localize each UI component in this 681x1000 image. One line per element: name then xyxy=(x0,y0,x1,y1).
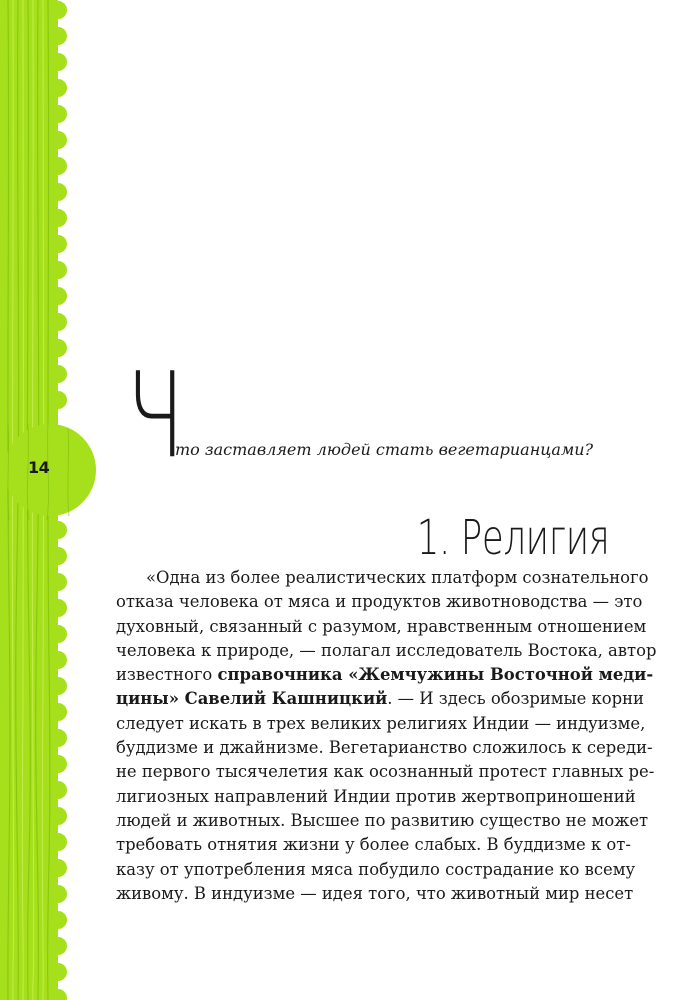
body-line xyxy=(116,590,643,614)
page-number: 14 xyxy=(28,458,50,477)
body-line-text xyxy=(116,665,653,684)
chapter-subtitle: то заставляет людей стать вегетарианцами? xyxy=(175,440,594,459)
body-text-regular: . — И здесь обозримые корни xyxy=(387,689,644,709)
body-line xyxy=(116,687,644,711)
body-line xyxy=(116,858,636,882)
body-line-text xyxy=(116,641,656,660)
section-heading: 1. Религия xyxy=(416,510,609,566)
body-text-regular: следует искать в трех великих религиях Индии — индуизме, xyxy=(116,713,646,733)
body-line xyxy=(116,566,649,590)
body-line xyxy=(116,760,655,784)
body-line-text xyxy=(146,568,648,587)
body-text-regular: живому. В индуизме — идея того, что животный мир несет xyxy=(116,883,634,903)
body-line xyxy=(116,663,654,687)
body-text-regular: духовный, связанный с разумом, нравственным отношением xyxy=(116,616,647,636)
body-line-text xyxy=(116,714,645,733)
body-line xyxy=(116,736,653,760)
body-line xyxy=(116,639,657,663)
body-line-text xyxy=(116,860,635,879)
drop-cap: Ч xyxy=(126,346,185,484)
body-text-regular: известного xyxy=(116,665,218,685)
body-text xyxy=(116,566,657,906)
body-line-text xyxy=(116,738,653,757)
body-text-regular: людей и животных. Высшее по развитию существо не может xyxy=(116,810,649,830)
body-line xyxy=(116,615,647,639)
body-line-text xyxy=(116,787,636,806)
body-text-regular: не первого тысячелетия как осознанный протест главных ре- xyxy=(116,762,655,782)
body-text-bold: цины» Савелий Кашницкий xyxy=(116,689,388,709)
body-line xyxy=(116,785,636,809)
body-text-regular: требовать отнятия жизни у более слабых. В буддизме к от- xyxy=(116,835,631,855)
body-text-bold: справочника «Жемчужины Восточной меди- xyxy=(217,665,654,685)
body-text-regular: «Одна из более реалистических платформ сознательного xyxy=(146,568,649,587)
body-text-regular: лигиозных направлений Индии против жертвоприношений xyxy=(116,786,636,806)
body-line-text xyxy=(116,884,633,903)
body-line-text xyxy=(116,835,631,854)
body-text-regular: буддизме и джайнизме. Вегетарианство сложилось к середи- xyxy=(116,738,653,758)
body-text-regular: отказа человека от мяса и продуктов животноводства — это xyxy=(116,592,643,612)
body-line xyxy=(116,833,631,857)
body-text-regular: человека к природе, — полагал исследователь Востока, автор xyxy=(116,640,657,660)
body-line xyxy=(116,712,646,736)
body-line-text xyxy=(116,592,642,611)
body-line xyxy=(116,809,649,833)
body-text-regular: казу от употребления мяса побудило сострадание ко всему xyxy=(116,859,636,879)
body-line-text xyxy=(116,617,646,636)
body-line-text xyxy=(116,689,644,708)
body-line-text xyxy=(116,811,648,830)
body-line xyxy=(116,882,634,906)
body-line-text xyxy=(116,762,654,781)
